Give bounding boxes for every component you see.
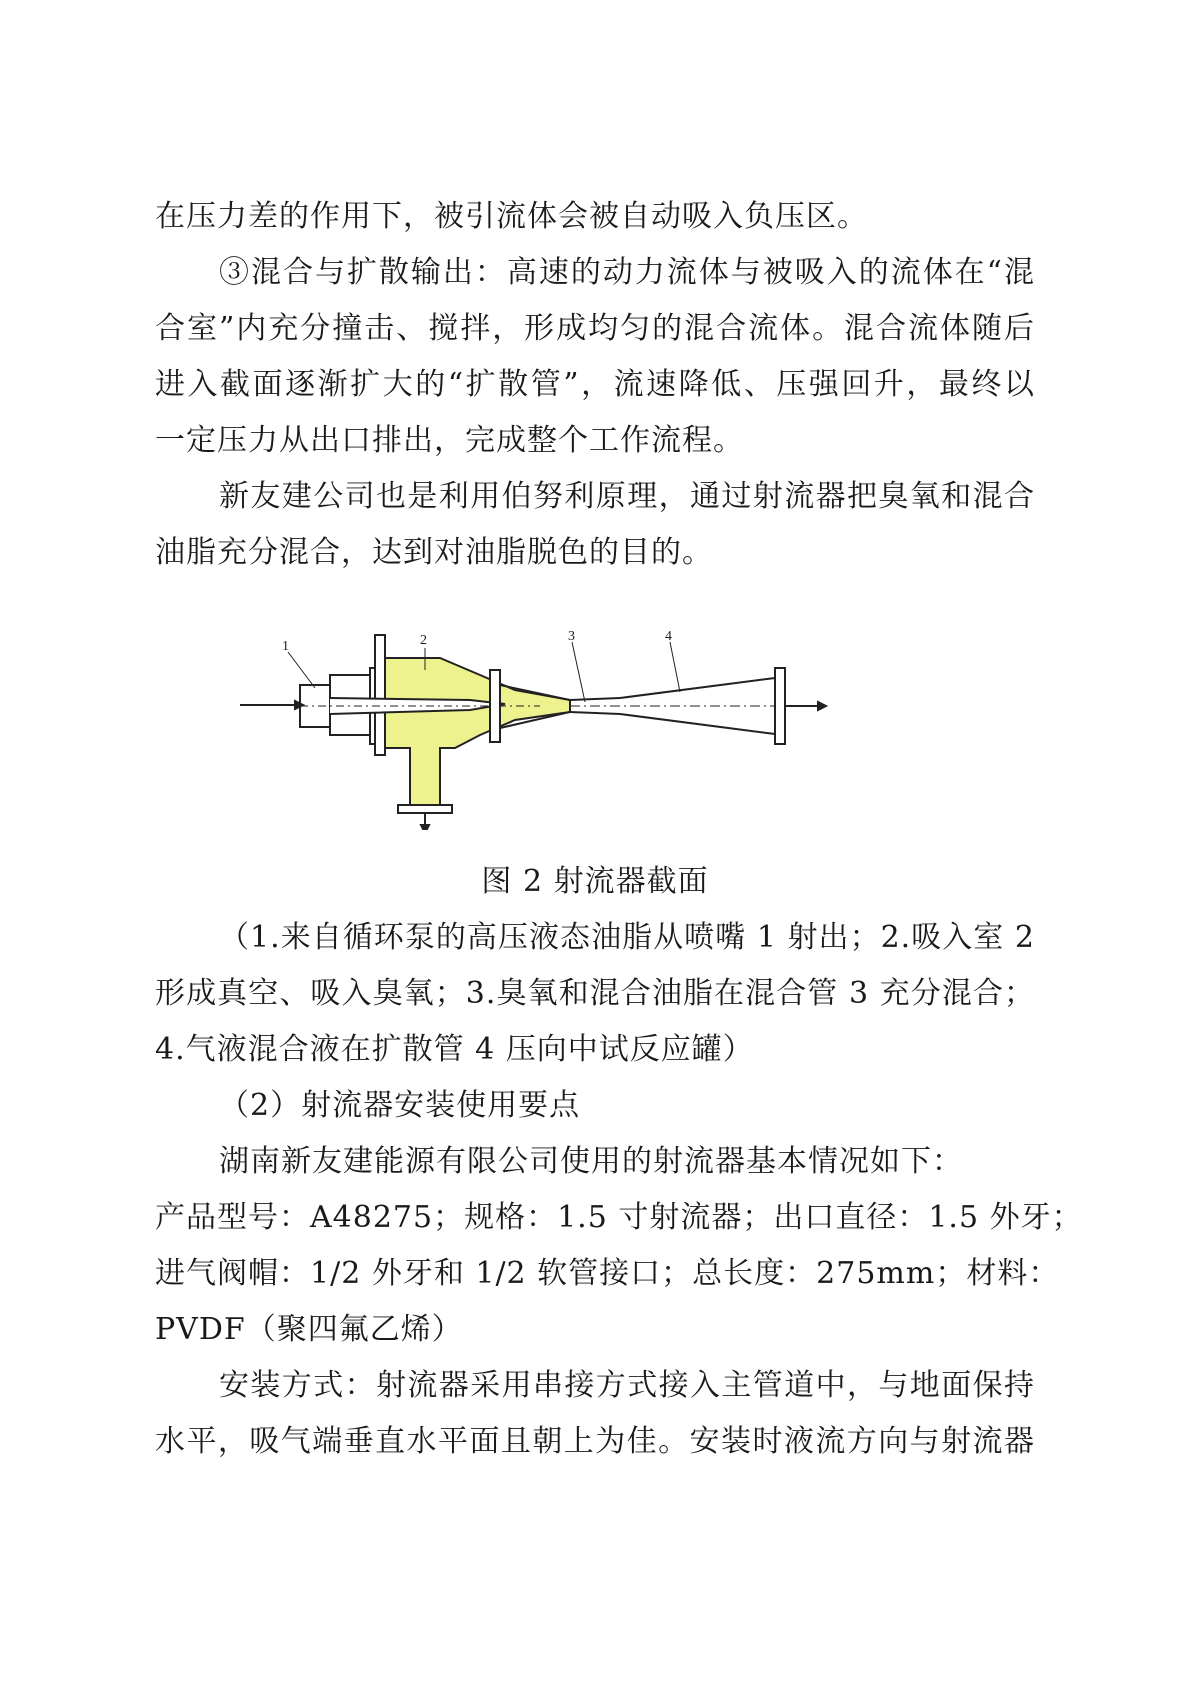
install-line: 水平，吸气端垂直水平面且朝上为佳。安装时液流方向与射流器 (155, 1424, 1035, 1459)
section-intro: 湖南新友建能源有限公司使用的射流器基本情况如下： (219, 1144, 963, 1179)
figure-label-1: 1 (282, 639, 289, 654)
paragraph-line: 进入截面逐渐扩大的“扩散管”，流速降低、压强回升，最终以 (155, 367, 1035, 402)
paragraph-line: 合室”内充分撞击、搅拌，形成均匀的混合流体。混合流体随后 (155, 311, 1035, 346)
spec-line: PVDF（聚四氟乙烯） (155, 1312, 463, 1347)
spec-line: 进气阀帽：1/2 外牙和 1/2 软管接口；总长度：275mm；材料： (155, 1256, 1060, 1291)
paragraph-line: 在压力差的作用下，被引流体会被自动吸入负压区。 (155, 199, 868, 234)
ejector-cross-section-diagram (240, 630, 880, 830)
figure-note-line: （1.来自循环泵的高压液态油脂从喷嘴 1 射出；2.吸入室 2 (219, 920, 1035, 955)
paragraph-line: 一定压力从出口排出，完成整个工作流程。 (155, 423, 744, 458)
figure-caption: 图 2 射流器截面 (481, 864, 709, 899)
install-line: 安装方式：射流器采用串接方式接入主管道中，与地面保持 (219, 1368, 1035, 1403)
figure-note-line: 4.气液混合液在扩散管 4 压向中试反应罐） (155, 1032, 754, 1067)
figure-label-4: 4 (665, 630, 672, 644)
figure-note-line: 形成真空、吸入臭氧；3.臭氧和混合油脂在混合管 3 充分混合； (155, 976, 1035, 1011)
section-heading: （2）射流器安装使用要点 (219, 1088, 581, 1123)
paragraph-line: ③混合与扩散输出：高速的动力流体与被吸入的流体在“混 (219, 255, 1035, 290)
figure-label-3: 3 (568, 630, 575, 644)
suction-chamber (385, 658, 570, 805)
paragraph-line: 新友建公司也是利用伯努利原理，通过射流器把臭氧和混合 (219, 479, 1035, 514)
spec-line: 产品型号：A48275；规格：1.5 寸射流器；出口直径：1.5 外牙； (155, 1200, 1083, 1235)
figure-label-2: 2 (420, 633, 427, 648)
paragraph-line: 油脂充分混合，达到对油脂脱色的目的。 (155, 535, 713, 570)
